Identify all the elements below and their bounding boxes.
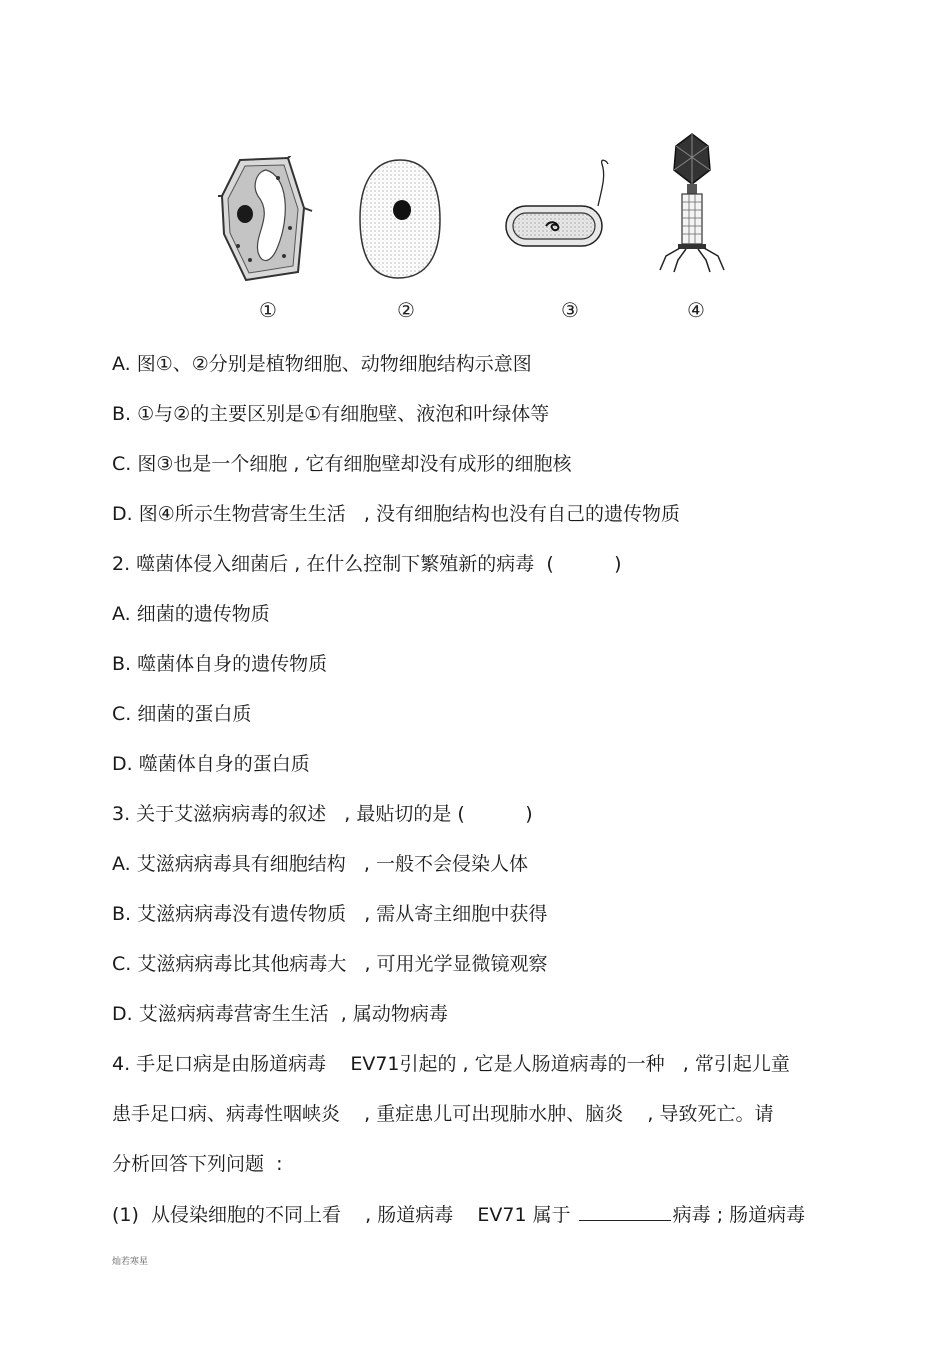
option-2c: C. 细菌的蛋白质 (112, 703, 252, 725)
bacteriophage-icon (656, 132, 728, 274)
plant-cell-icon (218, 156, 314, 284)
option-1d: D. 图④所示生物营寄生生活 , 没有细胞结构也没有自己的遗传物质 (112, 503, 680, 525)
question-4-line-2: 患手足口病、病毒性咽峡炎 , 重症患儿可出现肺水肿、脑炎 , 导致死亡。请 (112, 1103, 774, 1125)
option-2a: A. 细菌的遗传物质 (112, 603, 270, 625)
option-2d: D. 噬菌体自身的蛋白质 (112, 753, 310, 775)
figure-label-2: ② (397, 298, 415, 322)
figure-row (0, 128, 950, 333)
option-3d: D. 艾滋病病毒营寄生生活 , 属动物病毒 (112, 1003, 448, 1025)
option-2b: B. 噬菌体自身的遗传物质 (112, 653, 328, 675)
answer-blank[interactable] (579, 1202, 671, 1221)
part-1-text-after: 病毒 ; 肠道病毒 (672, 1204, 806, 1226)
question-3: 3. 关于艾滋病病毒的叙述 , 最贴切的是 ( ) (112, 803, 533, 825)
figure-label-3: ③ (561, 298, 579, 322)
page-footer: 灿若寒星 (112, 1257, 149, 1267)
part-1-text-before: (1) 从侵染细胞的不同上看 , 肠道病毒 EV71 属于 (112, 1204, 577, 1226)
question-4-line-3: 分析回答下列问题 : (112, 1153, 283, 1175)
option-1b: B. ①与②的主要区别是①有细胞壁、液泡和叶绿体等 (112, 403, 550, 425)
option-3a: A. 艾滋病病毒具有细胞结构 , 一般不会侵染人体 (112, 853, 528, 875)
figure-label-1: ① (259, 298, 277, 322)
question-2: 2. 噬菌体侵入细菌后 , 在什么控制下繁殖新的病毒 ( ) (112, 553, 622, 575)
animal-cell-icon (358, 158, 442, 280)
option-3b: B. 艾滋病病毒没有遗传物质 , 需从寄主细胞中获得 (112, 903, 548, 925)
option-1c: C. 图③也是一个细胞 , 它有细胞壁却没有成形的细胞核 (112, 453, 572, 475)
figure-label-4: ④ (687, 298, 705, 322)
bacterium-icon (502, 158, 614, 248)
question-4-part-1 (112, 1202, 805, 1227)
option-3c: C. 艾滋病病毒比其他病毒大 , 可用光学显微镜观察 (112, 953, 548, 975)
option-1a: A. 图①、②分别是植物细胞、动物细胞结构示意图 (112, 353, 532, 375)
question-4-line-1: 4. 手足口病是由肠道病毒 EV71引起的 , 它是人肠道病毒的一种 , 常引起儿童 (112, 1053, 790, 1075)
